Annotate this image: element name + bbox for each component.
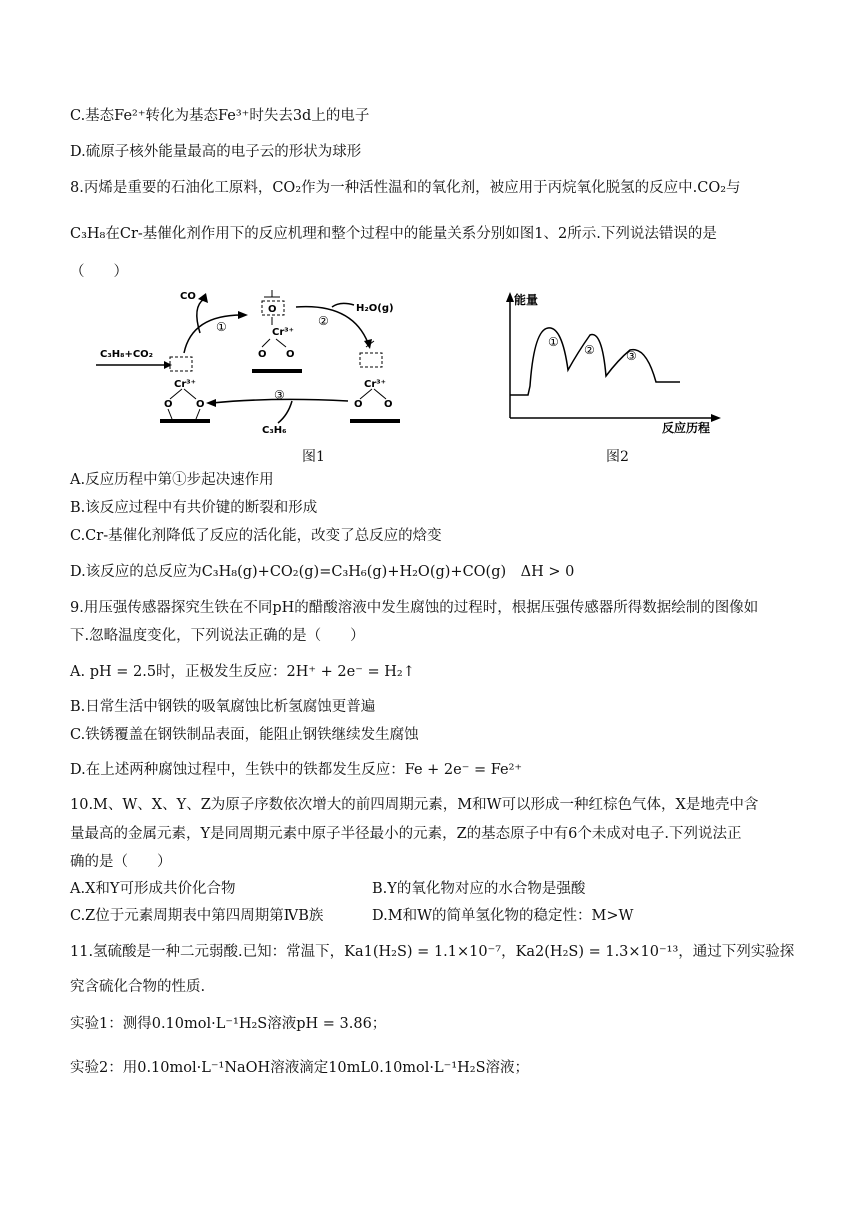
- step3-label: ③: [274, 388, 285, 402]
- q9-option-a: A. pH = 2.5时，正极发生反应：2H⁺ + 2e⁻ = H₂↑: [70, 664, 415, 680]
- figure-1-caption: 图1: [302, 449, 325, 465]
- q11-stem-line2: 究含硫化合物的性质.: [70, 979, 206, 995]
- q7-option-d: D.硫原子核外能量最高的电子云的形状为球形: [70, 144, 362, 160]
- h2o-label: H₂O(g): [356, 303, 394, 314]
- q8-stem-line2: C₃H₈在Cr-基催化剂作用下的反应机理和整个过程中的能量关系分别如图1、2所示.下列说法错误的是: [70, 226, 717, 242]
- q10-option-d: D.M和W的简单氢化物的稳定性：M>W: [372, 908, 634, 924]
- figure-2-caption: 图2: [606, 449, 629, 465]
- q9-option-d: D.在上述两种腐蚀过程中，生铁中的铁都发生反应：Fe + 2e⁻ = Fe²⁺: [70, 762, 523, 778]
- q8-option-a: A.反应历程中第①步起决速作用: [70, 472, 274, 488]
- x-axis-label: 反应历程: [662, 421, 711, 435]
- q10-stem-line3: 确的是（ ）: [70, 854, 172, 870]
- q11-stem-line1: 11.氢硫酸是一种二元弱酸.已知：常温下，Ka1(H₂S) = 1.1×10⁻⁷，Ka2(H₂S) = 1.3×10⁻¹³，通过下列实验探: [70, 944, 795, 960]
- q8-stem-paren: （ ）: [70, 264, 128, 280]
- peak1-label: ①: [548, 335, 559, 349]
- q9-option-b: B.日常生活中钢铁的吸氧腐蚀比析氢腐蚀更普遍: [70, 699, 376, 715]
- cr-left: Cr³⁺: [174, 379, 196, 390]
- q10-option-a: A.X和Y可形成共价化合物: [70, 881, 236, 897]
- q8-stem-line1: 8.丙烯是重要的石油化工原料，CO₂作为一种活性温和的氧化剂，被应用于丙烷氧化脱氢的反应中.CO₂与: [70, 180, 741, 196]
- peak3-label: ③: [626, 349, 637, 363]
- o-left-b: O: [196, 399, 205, 410]
- o-top-a: O: [258, 349, 267, 360]
- cr-top: Cr³⁺: [272, 327, 294, 338]
- q9-option-c: C.铁锈覆盖在钢铁制品表面，能阻止钢铁继续发生腐蚀: [70, 727, 419, 743]
- o-left-a: O: [164, 399, 173, 410]
- q9-stem-line1: 9.用压强传感器探究生铁在不同pH的醋酸溶液中发生腐蚀的过程时，根据压强传感器所得数据绘制的图像如: [70, 600, 759, 616]
- step1-label: ①: [216, 320, 227, 334]
- q10-option-c: C.Z位于元素周期表中第四周期第ⅣB族: [70, 908, 324, 924]
- q10-stem-line2: 量最高的金属元素，Y是同周期元素中原子半径最小的元素，Z的基态原子中有6个未成对电子.下列说法正: [70, 826, 742, 842]
- o-top: O: [268, 304, 277, 315]
- step2-label: ②: [318, 314, 329, 328]
- c3h6-label: C₃H₆: [262, 425, 287, 435]
- q9-stem-line2: 下.忽略温度变化，下列说法正确的是（ ）: [70, 628, 365, 644]
- co-label: CO: [180, 291, 196, 302]
- o-right-a: O: [354, 399, 363, 410]
- y-axis-label: 能量: [514, 293, 539, 307]
- energy-curve: [510, 328, 680, 395]
- q8-option-b: B.该反应过程中有共价键的断裂和形成: [70, 500, 318, 516]
- q8-option-d: D.该反应的总反应为C₃H₈(g)+CO₂(g)=C₃H₆(g)+H₂O(g)+CO(g) ΔH > 0: [70, 564, 575, 580]
- q8-option-c: C.Cr-基催化剂降低了反应的活化能，改变了总反应的焓变: [70, 528, 442, 544]
- q11-experiment-1: 实验1：测得0.10mol·L⁻¹H₂S溶液pH = 3.86；: [70, 1016, 387, 1032]
- reactants-label: C₃H₈+CO₂: [100, 349, 154, 360]
- active-site-left: [170, 357, 192, 371]
- o-top-b: O: [286, 349, 295, 360]
- cr-right: Cr³⁺: [364, 379, 386, 390]
- peak2-label: ②: [584, 343, 595, 357]
- q7-option-c: C.基态Fe²⁺转化为基态Fe³⁺时失去3d上的电子: [70, 108, 370, 124]
- figure-1-mechanism: [92, 285, 432, 435]
- figure-2-energy-profile: [500, 290, 730, 435]
- q11-experiment-2: 实验2：用0.10mol·L⁻¹NaOH溶液滴定10mL0.10mol·L⁻¹H₂S溶液；: [70, 1060, 530, 1076]
- q10-option-b: B.Y的氧化物对应的水合物是强酸: [372, 881, 586, 897]
- o-right-b: O: [384, 399, 393, 410]
- q10-stem-line1: 10.M、W、X、Y、Z为原子序数依次增大的前四周期元素，M和W可以形成一种红棕色气体，X是地壳中含: [70, 797, 759, 813]
